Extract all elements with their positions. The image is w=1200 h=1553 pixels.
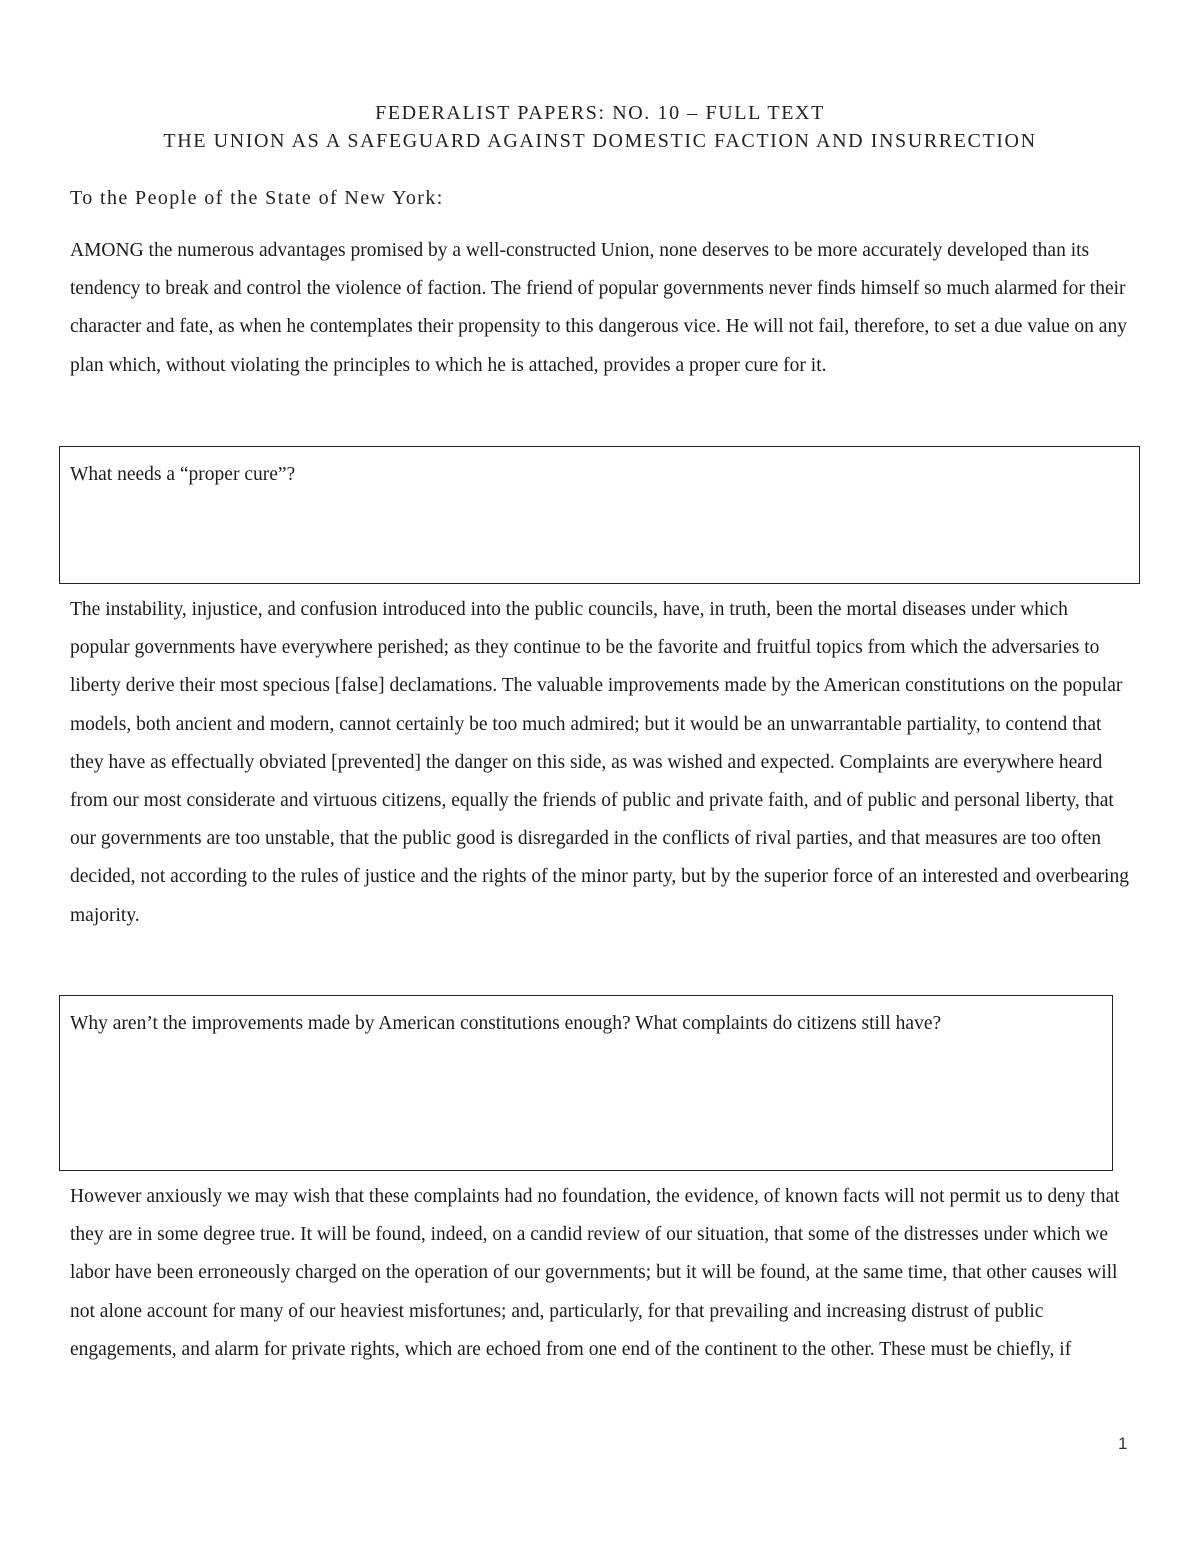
question-box-2[interactable] (59, 995, 1113, 1171)
salutation: To the People of the State of New York: (70, 187, 444, 209)
paragraph-1: AMONG the numerous advantages promised by a well-constructed Union, none deserves to be more accurately developed than its tendency to break and control the violence of faction. The friend of popular governments never finds himself so much alarmed for their character and fate, as when he contemplates their propensity to this dangerous vice. He will not fail, therefore, to set a due value on any plan which, without violating the principles to which he is attached, provides a proper cure for it. (70, 240, 1127, 376)
paragraph-3: However anxiously we may wish that these complaints had no foundation, the evidence, of known facts will not permit us to deny that they are in some degree true. It will be found, indeed, on a candid review of our situation, that some of the distresses under which we labor have been erroneously charged on the operation of our governments; but it will be found, at the same time, that other causes will not alone account for many of our heaviest misfortunes; and, particularly, for that prevailing and increasing distrust of public engagements, and alarm for private rights, which are echoed from one end of the continent to the other. These must be chiefly, if (70, 1186, 1120, 1360)
document-title: FEDERALIST PAPERS: NO. 10 – FULL TEXT (375, 102, 825, 124)
question-box-1[interactable] (59, 446, 1140, 584)
paragraph-2: The instability, injustice, and confusion introduced into the public councils, have, in truth, been the mortal diseases under which popular governments have everywhere perished; as they continue to be the favorite and fruitful topics from which the adversaries to liberty derive their most specious [false] declamations. The valuable improvements made by the American constitutions on the popular models, both ancient and modern, cannot certainly be too much admired; but it would be an unwarrantable partiality, to contend that they have as effectually obviated [prevented] the danger on this side, as was wished and expected. Complaints are everywhere heard from our most considerate and virtuous citizens, equally the friends of public and private faith, and of public and personal liberty, that our governments are too unstable, that the public good is disregarded in the conflicts of rival parties, and that measures are too often decided, not according to the rules of justice and the rights of the minor party, but by the superior force of an interested and overbearing majority. (70, 599, 1129, 926)
document-subtitle: THE UNION AS A SAFEGUARD AGAINST DOMESTIC FACTION AND INSURRECTION (163, 130, 1037, 152)
page-number: 1 (1118, 1434, 1128, 1453)
question-1-text: What needs a “proper cure”? (70, 464, 296, 485)
question-2-text: Why aren’t the improvements made by American constitutions enough? What complaints do citizens still have? (70, 1013, 942, 1034)
